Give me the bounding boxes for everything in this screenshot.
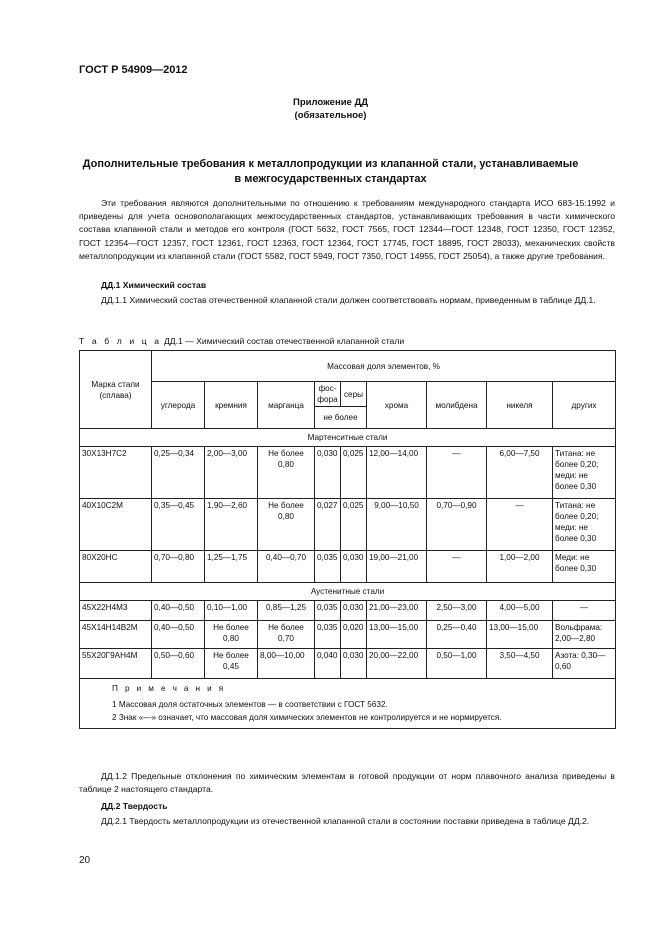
intro-paragraph: Эти требования являются дополнительными по отношению к требованиям международного стандарта ИСО 683-15:1992 и приведены для учета основополагающих межгосударственных стандартов, устанавливающих требования в части химического состава клапанной стали и методов его контроля (ГОСТ 5632, ГОСТ 7565, ГОСТ 12344—ГОСТ 12348, ГОСТ 12350, ГОСТ 12352, ГОСТ 12354—ГОСТ 12357, ГОСТ 12361, ГОСТ 12363, ГОСТ 12364, ГОСТ 17745, ГОСТ 18895, ГОСТ 28033), механических свойств металлопродукции из клапанной стали (ГОСТ 5582, ГОСТ 5949, ГОСТ 7350, ГОСТ 14955, ГОСТ 25054), а также другие требования.: [79, 198, 615, 261]
cell-s: 0,020: [341, 621, 367, 649]
cell-si: Не более 0,45: [205, 649, 258, 679]
table-row: [80, 649, 616, 679]
cell-si: 0,10—1,00: [205, 601, 258, 621]
cell-si: 1,25—1,75: [205, 551, 258, 583]
cell-ni: 1,00—2,00: [487, 551, 553, 583]
cell-p: 0,030: [315, 447, 341, 499]
cell-other: Титана: не более 0,20; меди: не более 0,30: [553, 499, 616, 551]
cell-grade: 45Х22Н4М3: [80, 601, 152, 621]
col-phosphorus: фос-фора: [315, 382, 341, 407]
cell-s: 0,030: [341, 649, 367, 679]
cell-mo: —: [427, 447, 487, 499]
cell-ni: —: [487, 499, 553, 551]
cell-other: Титана: не более 0,20; меди: не более 0,30: [553, 447, 616, 499]
section-title-line1: Дополнительные требования к металлопродукции из клапанной стали, устанавливаемые: [82, 158, 579, 170]
mass-fraction-header: Массовая доля элементов, %: [152, 351, 616, 382]
cell-s: 0,025: [341, 499, 367, 551]
cell-c: 0,40—0,50: [152, 601, 205, 621]
col-chromium: хрома: [367, 382, 427, 429]
table-caption-text: ДД.1 — Химический состав отечественной клапанной стали: [161, 336, 405, 346]
cell-other: Азота: 0,30—0,60: [553, 649, 616, 679]
cell-p: 0,040: [315, 649, 341, 679]
col-sulfur: серы: [341, 382, 367, 407]
cell-other: Меди: не более 0,30: [553, 551, 616, 583]
cell-mn: 0,85—1,25: [258, 601, 315, 621]
cell-cr: 13,00—15,00: [367, 621, 427, 649]
notes-heading: П р и м е ч а н и я: [112, 684, 226, 693]
cell-p: 0,027: [315, 499, 341, 551]
cell-cr: 21,00—23,00: [367, 601, 427, 621]
dd1-1-paragraph: ДД.1.1 Химический состав отечественной клапанной стали должен соответствовать нормам, приведенным в таблице ДД.1.: [101, 295, 596, 305]
cell-si: 1,90—2,60: [205, 499, 258, 551]
cell-grade: 30Х13Н7С2: [80, 447, 152, 499]
table-row: [80, 447, 616, 499]
cell-ni: 6,00—7,50: [487, 447, 553, 499]
cell-c: 0,35—0,45: [152, 499, 205, 551]
cell-mn: Не более 0,80: [258, 499, 315, 551]
note-2: 2 Знак «—» означает, что массовая доля химических элементов не контролируется и не нормируется.: [112, 713, 502, 722]
cell-grade: 55Х20Г9АН4М: [80, 649, 152, 679]
cell-c: 0,25—0,34: [152, 447, 205, 499]
appendix-title: Приложение ДД: [293, 97, 368, 108]
not-more-header: не более: [315, 407, 367, 429]
note-1: 1 Массовая доля остаточных элементов — в соответствии с ГОСТ 5632.: [112, 700, 388, 709]
cell-s: 0,030: [341, 551, 367, 583]
section-title-line2: в межгосударственных стандартах: [234, 173, 427, 185]
col-molybdenum: молибдена: [427, 382, 487, 429]
dd2-heading: ДД.2 Твердость: [101, 801, 168, 811]
cell-c: 0,70—0,80: [152, 551, 205, 583]
cell-cr: 12,00—14,00: [367, 447, 427, 499]
table-caption-prefix: Т а б л и ц а: [79, 336, 162, 346]
cell-mn: 8,00—10,00: [258, 649, 315, 679]
cell-p: 0,035: [315, 621, 341, 649]
table-notes: [80, 679, 616, 729]
cell-ni: 4,00—5,00: [487, 601, 553, 621]
cell-ni: 13,00—15,00: [487, 621, 553, 649]
grade-header: Марка стали (сплава): [80, 351, 152, 429]
cell-mo: 2,50—3,00: [427, 601, 487, 621]
cell-c: 0,40—0,50: [152, 621, 205, 649]
chemical-composition-table: [79, 350, 616, 729]
table-row: [80, 499, 616, 551]
cell-other: —: [553, 601, 616, 621]
cell-grade: 40Х10С2М: [80, 499, 152, 551]
col-others: других: [553, 382, 616, 429]
dd2-1-paragraph: ДД.2.1 Твердость металлопродукции из отечественной клапанной стали в состоянии поставки приведена в таблице ДД.2.: [101, 816, 590, 826]
col-carbon: углерода: [152, 382, 205, 429]
cell-mo: —: [427, 551, 487, 583]
cell-p: 0,035: [315, 601, 341, 621]
table-row: [80, 601, 616, 621]
cell-grade: 45Х14Н14В2М: [80, 621, 152, 649]
col-nickel: никеля: [487, 382, 553, 429]
cell-c: 0,50—0,60: [152, 649, 205, 679]
group-austenitic: Аустенитные стали: [80, 583, 616, 601]
cell-ni: 3,50—4,50: [487, 649, 553, 679]
table-row: [80, 551, 616, 583]
col-manganese: марганца: [258, 382, 315, 429]
cell-mn: Не более 0,70: [258, 621, 315, 649]
col-silicon: кремния: [205, 382, 258, 429]
cell-si: 2,00—3,00: [205, 447, 258, 499]
dd1-heading: ДД.1 Химический состав: [101, 280, 207, 290]
cell-p: 0,035: [315, 551, 341, 583]
cell-mn: 0,40—0,70: [258, 551, 315, 583]
cell-cr: 20,00—22,00: [367, 649, 427, 679]
cell-si: Не более 0,80: [205, 621, 258, 649]
cell-grade: 80Х20НС: [80, 551, 152, 583]
appendix-status: (обязательное): [294, 110, 367, 121]
table-caption: [79, 336, 404, 346]
standard-header: ГОСТ Р 54909—2012: [79, 64, 188, 76]
group-martensitic: Мартенситные стали: [80, 429, 616, 447]
cell-mn: Не более 0,80: [258, 447, 315, 499]
cell-mo: 0,70—0,90: [427, 499, 487, 551]
cell-mo: 0,50—1,00: [427, 649, 487, 679]
cell-mo: 0,25—0,40: [427, 621, 487, 649]
cell-s: 0,025: [341, 447, 367, 499]
table-row: [80, 621, 616, 649]
cell-other: Вольфрама: 2,00—2,80: [553, 621, 616, 649]
dd1-2-paragraph: ДД.1.2 Предельные отклонения по химическим элементам в готовой продукции от норм плавочного анализа приведены в таблице 2 настоящего стандарта.: [79, 771, 615, 795]
cell-cr: 19,00—21,00: [367, 551, 427, 583]
cell-s: 0,030: [341, 601, 367, 621]
page-number: 20: [79, 855, 91, 866]
cell-cr: 9,00—10,50: [367, 499, 427, 551]
